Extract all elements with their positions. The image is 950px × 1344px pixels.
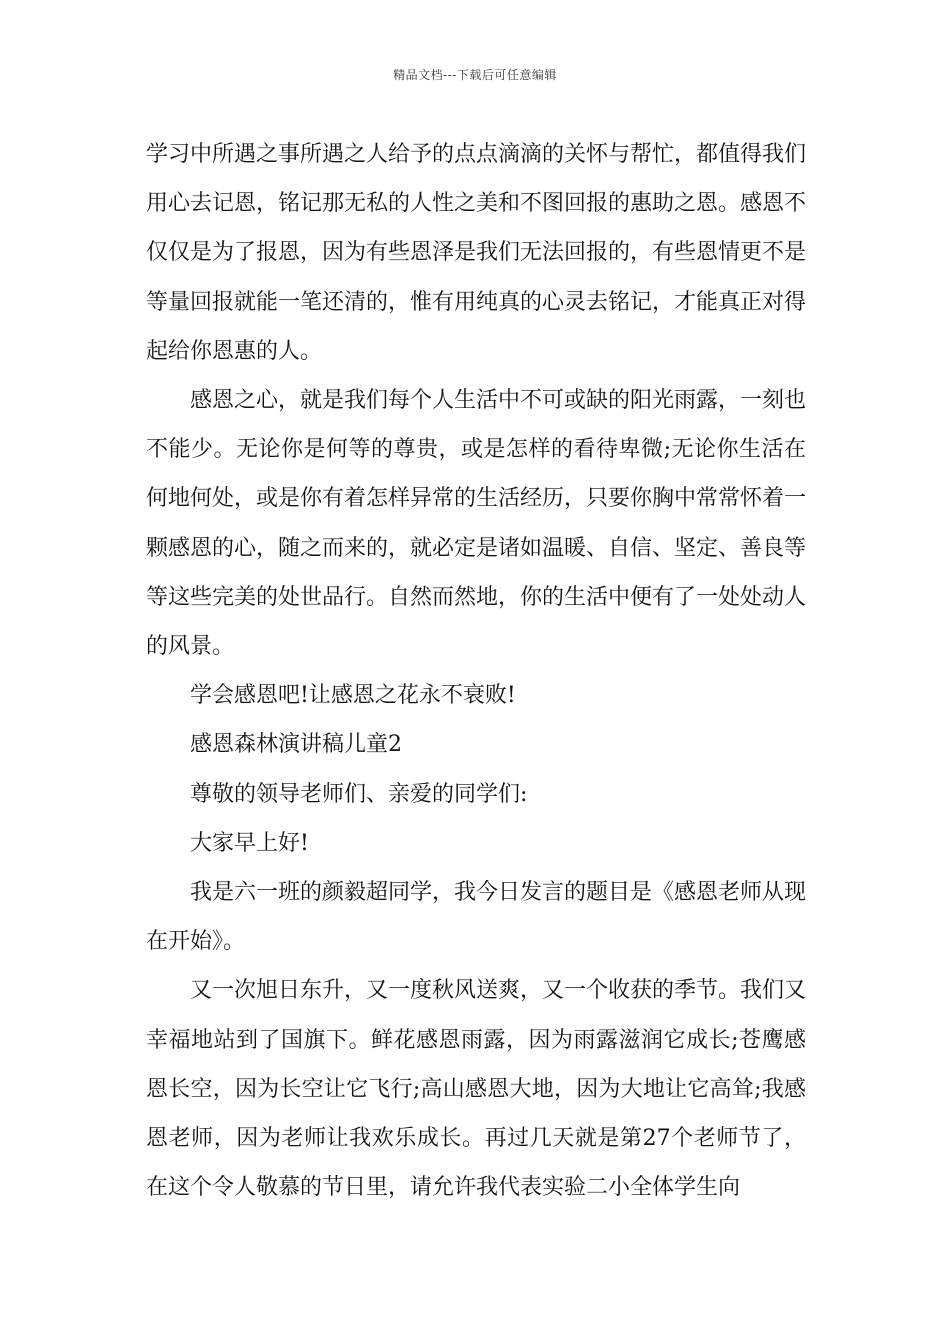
paragraph-1: 学习中所遇之事所遇之人给予的点点滴滴的关怀与帮忙，都值得我们用心去记恩，铭记那无私的人性之美和不图回报的惠助之恩。感恩不仅仅是为了报恩，因为有些恩泽是我们无法回报的，有些恩情更不是等量回报就能一笔还清的，惟有用纯真的心灵去铭记，才能真正对得起给你恩惠的人。 <box>146 142 807 364</box>
speech-title: 感恩森林演讲稿儿童2 <box>190 732 402 758</box>
greeting: 大家早上好! <box>190 830 309 856</box>
page-header: 精品文档---下载后可任意编辑 <box>393 68 557 82</box>
document-body <box>146 130 806 1212</box>
paragraph-3: 学会感恩吧!让感恩之花永不衰败! <box>190 683 516 709</box>
salutation: 尊敬的领导老师们、亲爱的同学们: <box>190 781 528 807</box>
paragraph-2: 感恩之心，就是我们每个人生活中不可或缺的阳光雨露，一刻也不能少。无论你是何等的尊贵，或是怎样的看待卑微;无论你生活在何地何处，或是你有着怎样异常的生活经历，只要你胸中常常怀着一颗感恩的心，随之而来的，就必定是诸如温暖、自信、坚定、善良等等这些完美的处世品行。自然而然地，你的生活中便有了一处处动人的风景。 <box>146 388 807 660</box>
paragraph-body: 又一次旭日东升，又一度秋风送爽，又一个收获的季节。我们又幸福地站到了国旗下。鲜花感恩雨露，因为雨露滋润它成长;苍鹰感恩长空，因为长空让它飞行;高山感恩大地，因为大地让它高耸;我感恩老师，因为老师让我欢乐成长。再过几天就是第27个老师节了，在这个令人敬慕的节日里，请允许我代表实验二小全体学生向 <box>146 978 807 1201</box>
paragraph-intro: 我是六一班的颜毅超同学，我今日发言的题目是《感恩老师从现在开始》。 <box>146 880 807 955</box>
